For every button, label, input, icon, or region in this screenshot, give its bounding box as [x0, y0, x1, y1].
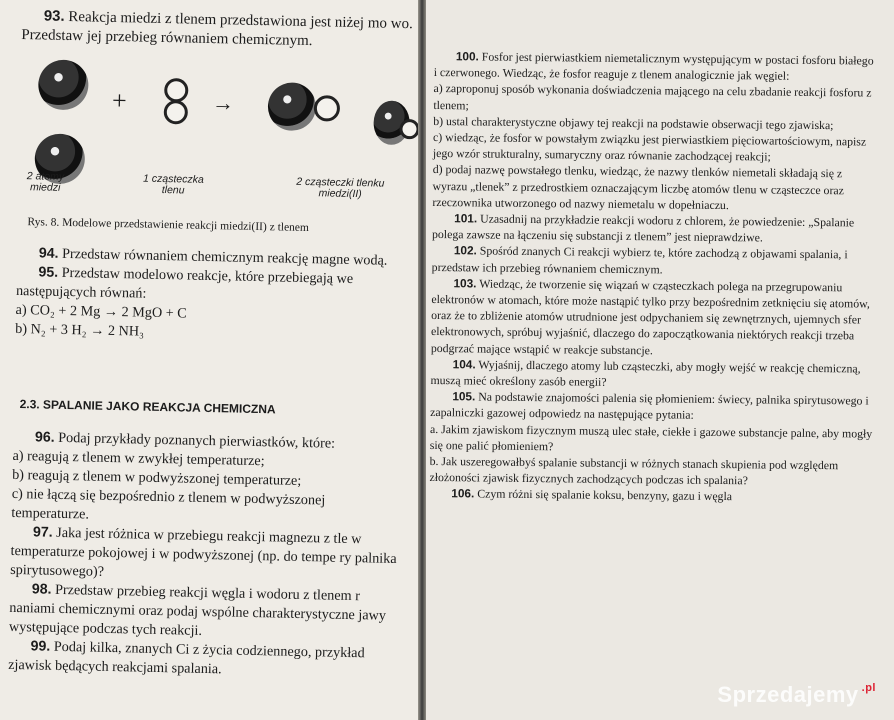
exercise-number: 95.: [38, 264, 59, 281]
exercise-number: 102.: [453, 243, 477, 258]
exercise-text: Uzasadnij na przykładzie reakcji wodoru z chlorem, że powiedzenie: „Spalanie polega zawsze na łączeniu się substancji z tlenem” jest nieprawdziwe.: [431, 211, 855, 245]
exercise-96-a: a) reagują z tlenem w zwykłej temperaturze;: [12, 447, 265, 470]
exercise-96-b: b) reagują z tlenem w podwyższonej temperaturze;: [12, 466, 302, 489]
oxygen-atom: [164, 100, 188, 124]
exercise-104: [430, 356, 874, 393]
exercise-number: 100.: [455, 49, 479, 64]
figure-copper-oxidation: [18, 53, 413, 211]
exercise-text: Przedstaw modelowo reakcje, które przebiegają we następujących równań:: [15, 264, 354, 302]
exercise-103: [431, 275, 876, 361]
equation-a: a) CO₂ + 2 Mg → 2 MgO + C: [15, 301, 187, 322]
exercise-100-b: b) ustal charakterystyczne objawy tej reakcji na podstawie obserwacji tego zjawiska;: [433, 113, 834, 132]
exercise-93: [21, 6, 414, 53]
book-gutter: [418, 0, 426, 720]
right-page: [426, 0, 894, 720]
exercise-98: [9, 580, 402, 645]
exercise-text: Na podstawie znajomości palenia się płomieniem: świecy, palnika spirytusowego i zapalniczki gazowej odpowiedz na następujące pytania:: [430, 389, 869, 423]
exercise-number: 93.: [43, 7, 65, 25]
figure-caption: Rys. 8. Modelowe przedstawienie reakcji miedzi(II) z tlenem: [27, 216, 310, 235]
exercise-number: 97.: [32, 524, 53, 541]
exercise-text: Czym różni się spalanie koksu, benzyny, gazu i węgla: [477, 486, 733, 504]
exercise-text: Podaj kilka, znanych Ci z życia codziennego, przykład zjawisk będących reakcjami spalania.: [8, 638, 365, 678]
exercise-100-a: a) zaproponuj sposób wykonania doświadczenia mającego na celu zbadanie reakcji fosforu z tlenem;: [433, 81, 872, 112]
exercise-105-a: a. Jakim zjawiskom fizycznym muszą ulec stałe, ciekłe i gazowe substancje palne, aby mogły się one palić płomieniem?: [429, 421, 873, 454]
exercise-number: 94.: [38, 245, 59, 262]
label-copper-atoms: 2 atomy miedzi: [26, 170, 65, 194]
exercise-text: Reakcja miedzi z tlenem przedstawiona jest niżej mo wo. Przedstaw jej przebieg równaniem chemicznym.: [21, 8, 413, 50]
exercise-102: [432, 242, 876, 279]
equation-b: b) N₂ + 3 H₂ → 2 NH₃: [15, 320, 145, 340]
exercise-number: 99.: [30, 638, 51, 655]
exercise-text: Przedstaw przebieg reakcji węgla i wodoru z tlenem r naniami chemicznymi oraz podaj wspólne charakterystyczne jawy występujące podczas tych reakcji.: [8, 581, 387, 639]
watermark-suffix: .pl: [861, 682, 876, 694]
exercise-100-c: c) wiedząc, że fosfor w powstałym związku jest pierwiastkiem pięciowartościowym, napisz jego wzór strukturalny, sumaryczny oraz równanie zachodzącej reakcji;: [432, 130, 867, 164]
exercise-text: Fosfor jest pierwiastkiem niemetalicznym występującym w postaci fosforu białego i czerwonego. Wiedząc, że fosfor reaguje z tlenem analogicznie jak węgiel:: [433, 49, 874, 83]
exercise-105-b: b. Jak uszeregowałbyś spalanie substancji w różnych stanach skupienia pod względem złożoności zjawisk fizycznych zachodzących podczas ich spalania?: [429, 454, 839, 488]
exercise-text: Spośród znanych Ci reakcji wybierz te, które zachodzą z objawami spalania, i przedstaw ich przebieg równaniem chemicznym.: [431, 243, 848, 277]
left-page: [0, 0, 418, 720]
exercise-number: 101.: [454, 211, 478, 226]
oxygen-atom: [164, 78, 188, 102]
exercise-text: Jaka jest różnica w przebiegu reakcji magnezu z tle w temperaturze pokojowej i w podwyższonej (np. do tempe ry palnika spirytusowego)?: [10, 524, 397, 580]
oxygen-atom: [314, 95, 341, 122]
label-oxygen-molecule: 1 cząsteczka tlenu: [142, 172, 204, 197]
exercise-text: Wyjaśnij, dlaczego atomy lub cząsteczki, aby mogły wejść w reakcję chemiczną, muszą mieć określony zasób energii?: [430, 357, 861, 389]
exercise-number: 106.: [451, 486, 475, 501]
exercise-text: Podaj przykłady poznanych pierwiastków, które:: [58, 429, 336, 452]
exercise-97: [10, 523, 403, 588]
arrow: →: [211, 90, 235, 116]
oxygen-atom: [399, 119, 418, 139]
exercise-number: 103.: [453, 276, 477, 291]
exercise-text: Przedstaw równaniem chemicznym reakcję magne wodą.: [61, 245, 388, 269]
watermark-text: Sprzedajemy: [717, 682, 859, 707]
plus-sign: +: [111, 85, 128, 116]
watermark-logo: [717, 682, 876, 708]
exercise-99: [8, 637, 401, 683]
exercise-number: 96.: [34, 429, 55, 446]
exercise-text: Wiedząc, że tworzenie się wiązań w cząsteczkach polega na przegrupowaniu elektronów w atomach, które może nastąpić tylko przy bezpośrednim zetknięciu się atomów, oraz że to zbliżenie atomów utrudnione jest odpychaniem się zewnętrznych, ujemnych sfer elektronowych, spróbuj wyjaśnić, dlaczego do zapoczątkowania niektórych reakcji trzeba podgrzać mające wstąpić w reakcje substancje.: [430, 276, 870, 357]
exercise-106: [429, 485, 873, 506]
copper-atom: [267, 82, 316, 131]
exercise-96-c: c) nie łączą się bezpośrednio z tlenem w podwyższonej temperaturze.: [11, 485, 326, 523]
section-heading: 2.3. SPALANIE JAKO REAKCJA CHEMICZNA: [19, 397, 276, 417]
exercise-100: [434, 48, 878, 85]
exercise-number: 104.: [452, 357, 476, 372]
exercise-100-d: d) podaj nazwę powstałego tlenku, wiedząc, że nazwy tlenków niemetali składają się z wyrazu „tlenek” z przedrostkiem oznaczającym liczbę atomów tlenu w cząsteczce oraz rzeczownika utworzonego od nazwy niemetalu w dopełniaczu.: [432, 162, 844, 212]
exercise-number: 98.: [31, 581, 52, 598]
label-copper-oxide: 2 cząsteczki tlenku miedzi(II): [296, 175, 385, 201]
exercise-105: [430, 388, 874, 425]
exercise-101: [432, 210, 876, 247]
copper-atom: [38, 59, 89, 110]
exercise-number: 105.: [452, 389, 476, 404]
